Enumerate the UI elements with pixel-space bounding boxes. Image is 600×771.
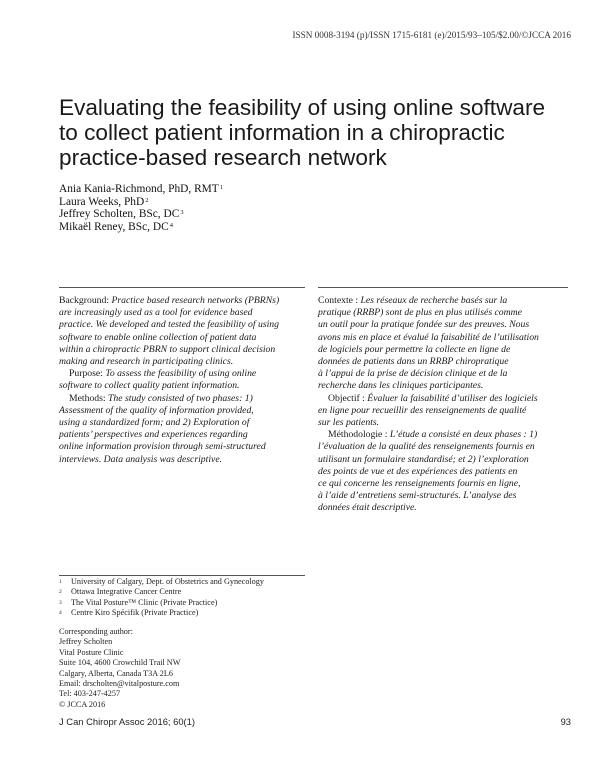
- abstract-methods: Methods: The study consisted of two phases: 1) Assessment of the quality of information provided, using a standardized form; and 2) Exploration of patients’ perspectives and experiences regarding online information provision through semi-structured interviews. Data analysis was descriptive.: [59, 392, 266, 465]
- abstract-contexte: Contexte : Les réseaux de recherche basés sur la pratique (RRBP) sont de plus en plus utilisés comme un outil pour la pratique fondée sur des preuves. Nous avons mis en place et évalué la faisabilité de l’utilisation de logiciels pour permettre la collecte en ligne de données de patients dans un RRBP chiropratique à l’appui de la prise de décision clinique et de la recherche dans les cliniques participantes.: [318, 295, 539, 392]
- abstract-background: Background: Practice based research networks (PBRNs) are increasingly used as a tool for evidence based practice. We developed and tested the feasibility of using software to enable online collection of patient data within a chiropractic PBRN to support clinical decision making and research in participating clinics.: [59, 295, 280, 368]
- footnote: $^2$ Ottawa Integrative Cancer Centre: [59, 587, 182, 597]
- abstract-divider-right: [318, 287, 568, 288]
- title-line: to collect patient information in a chiropractic: [59, 120, 505, 145]
- abstract-methodologie: Méthodologie : L’étude a consisté en deux phases : 1) l’évaluation de la qualité des renseignements fournis en utilisant un formulaire standardisé; et 2) l’exploration des points de vue et des expériences des patients en ce qui concerne les renseignements fournis en ligne, à l’aide d’entretiens semi-structurés. L’analyse des données était descriptive.: [318, 429, 538, 514]
- title-line: Evaluating the feasibility of using online software: [59, 95, 546, 120]
- correspondence-phone: Tel: 403-247-4257: [59, 689, 121, 699]
- abstract-divider-left: [59, 287, 305, 288]
- author: Jeffrey Scholten, BSc, $DC^3$: [59, 208, 184, 221]
- correspondence-line: Suite 104, 4600 Crowchild Trail NW: [59, 658, 181, 668]
- affiliation-footnotes: [59, 577, 264, 619]
- correspondence-line: Vital Posture Clinic: [59, 647, 124, 657]
- abstract-objectif: Objectif : Évaluer la faisabilité d’utiliser des logiciels en ligne pour recueillir des renseignements de qualité sur les patients.: [318, 392, 538, 429]
- author-list: [59, 183, 223, 234]
- correspondence-line: Calgary, Alberta, Canada T3A 2L6: [59, 668, 173, 678]
- correspondence-line: Corresponding author:: [59, 627, 133, 636]
- author: Laura Weeks, PhD$^2$: [59, 195, 149, 208]
- correspondence-email: Email: drscholten@vitalposture.com: [59, 679, 180, 689]
- abstract-purpose: Purpose: To assess the feasibility of using online software to collect quality patient information.: [59, 368, 257, 392]
- author: Mikaël Reney, BSc, $DC^4$: [59, 221, 173, 234]
- author: Ania Kania-Richmond, PhD, RMT$^1$: [59, 183, 224, 195]
- footnote-divider: [59, 575, 305, 576]
- page-number: 93: [560, 716, 571, 727]
- footnote: $^3$ The Vital Posture™ Clinic (Private Practice): [59, 597, 218, 607]
- abstract-english: [59, 295, 309, 466]
- footnote: $^4$ Centre Kiro Spécifik (Private Practice): [59, 608, 199, 618]
- footnote: $^1$ University of Calgary, Dept. of Obstetrics and Gynecology: [59, 577, 264, 586]
- title-line: practice-based research network: [59, 145, 387, 170]
- correspondence-block: [59, 627, 180, 710]
- correspondence-line: Jeffrey Scholten: [59, 637, 113, 647]
- article-title: [59, 95, 569, 170]
- issn-header: ISSN 0008-3194 (p)/ISSN 1715-6181 (e)/2015/93–105/$2.00/©JCCA 2016: [292, 30, 571, 40]
- abstract-french: [318, 295, 578, 515]
- copyright: © JCCA 2016: [59, 699, 106, 709]
- journal-citation: J Can Chiropr Assoc 2016; 60(1): [59, 716, 196, 727]
